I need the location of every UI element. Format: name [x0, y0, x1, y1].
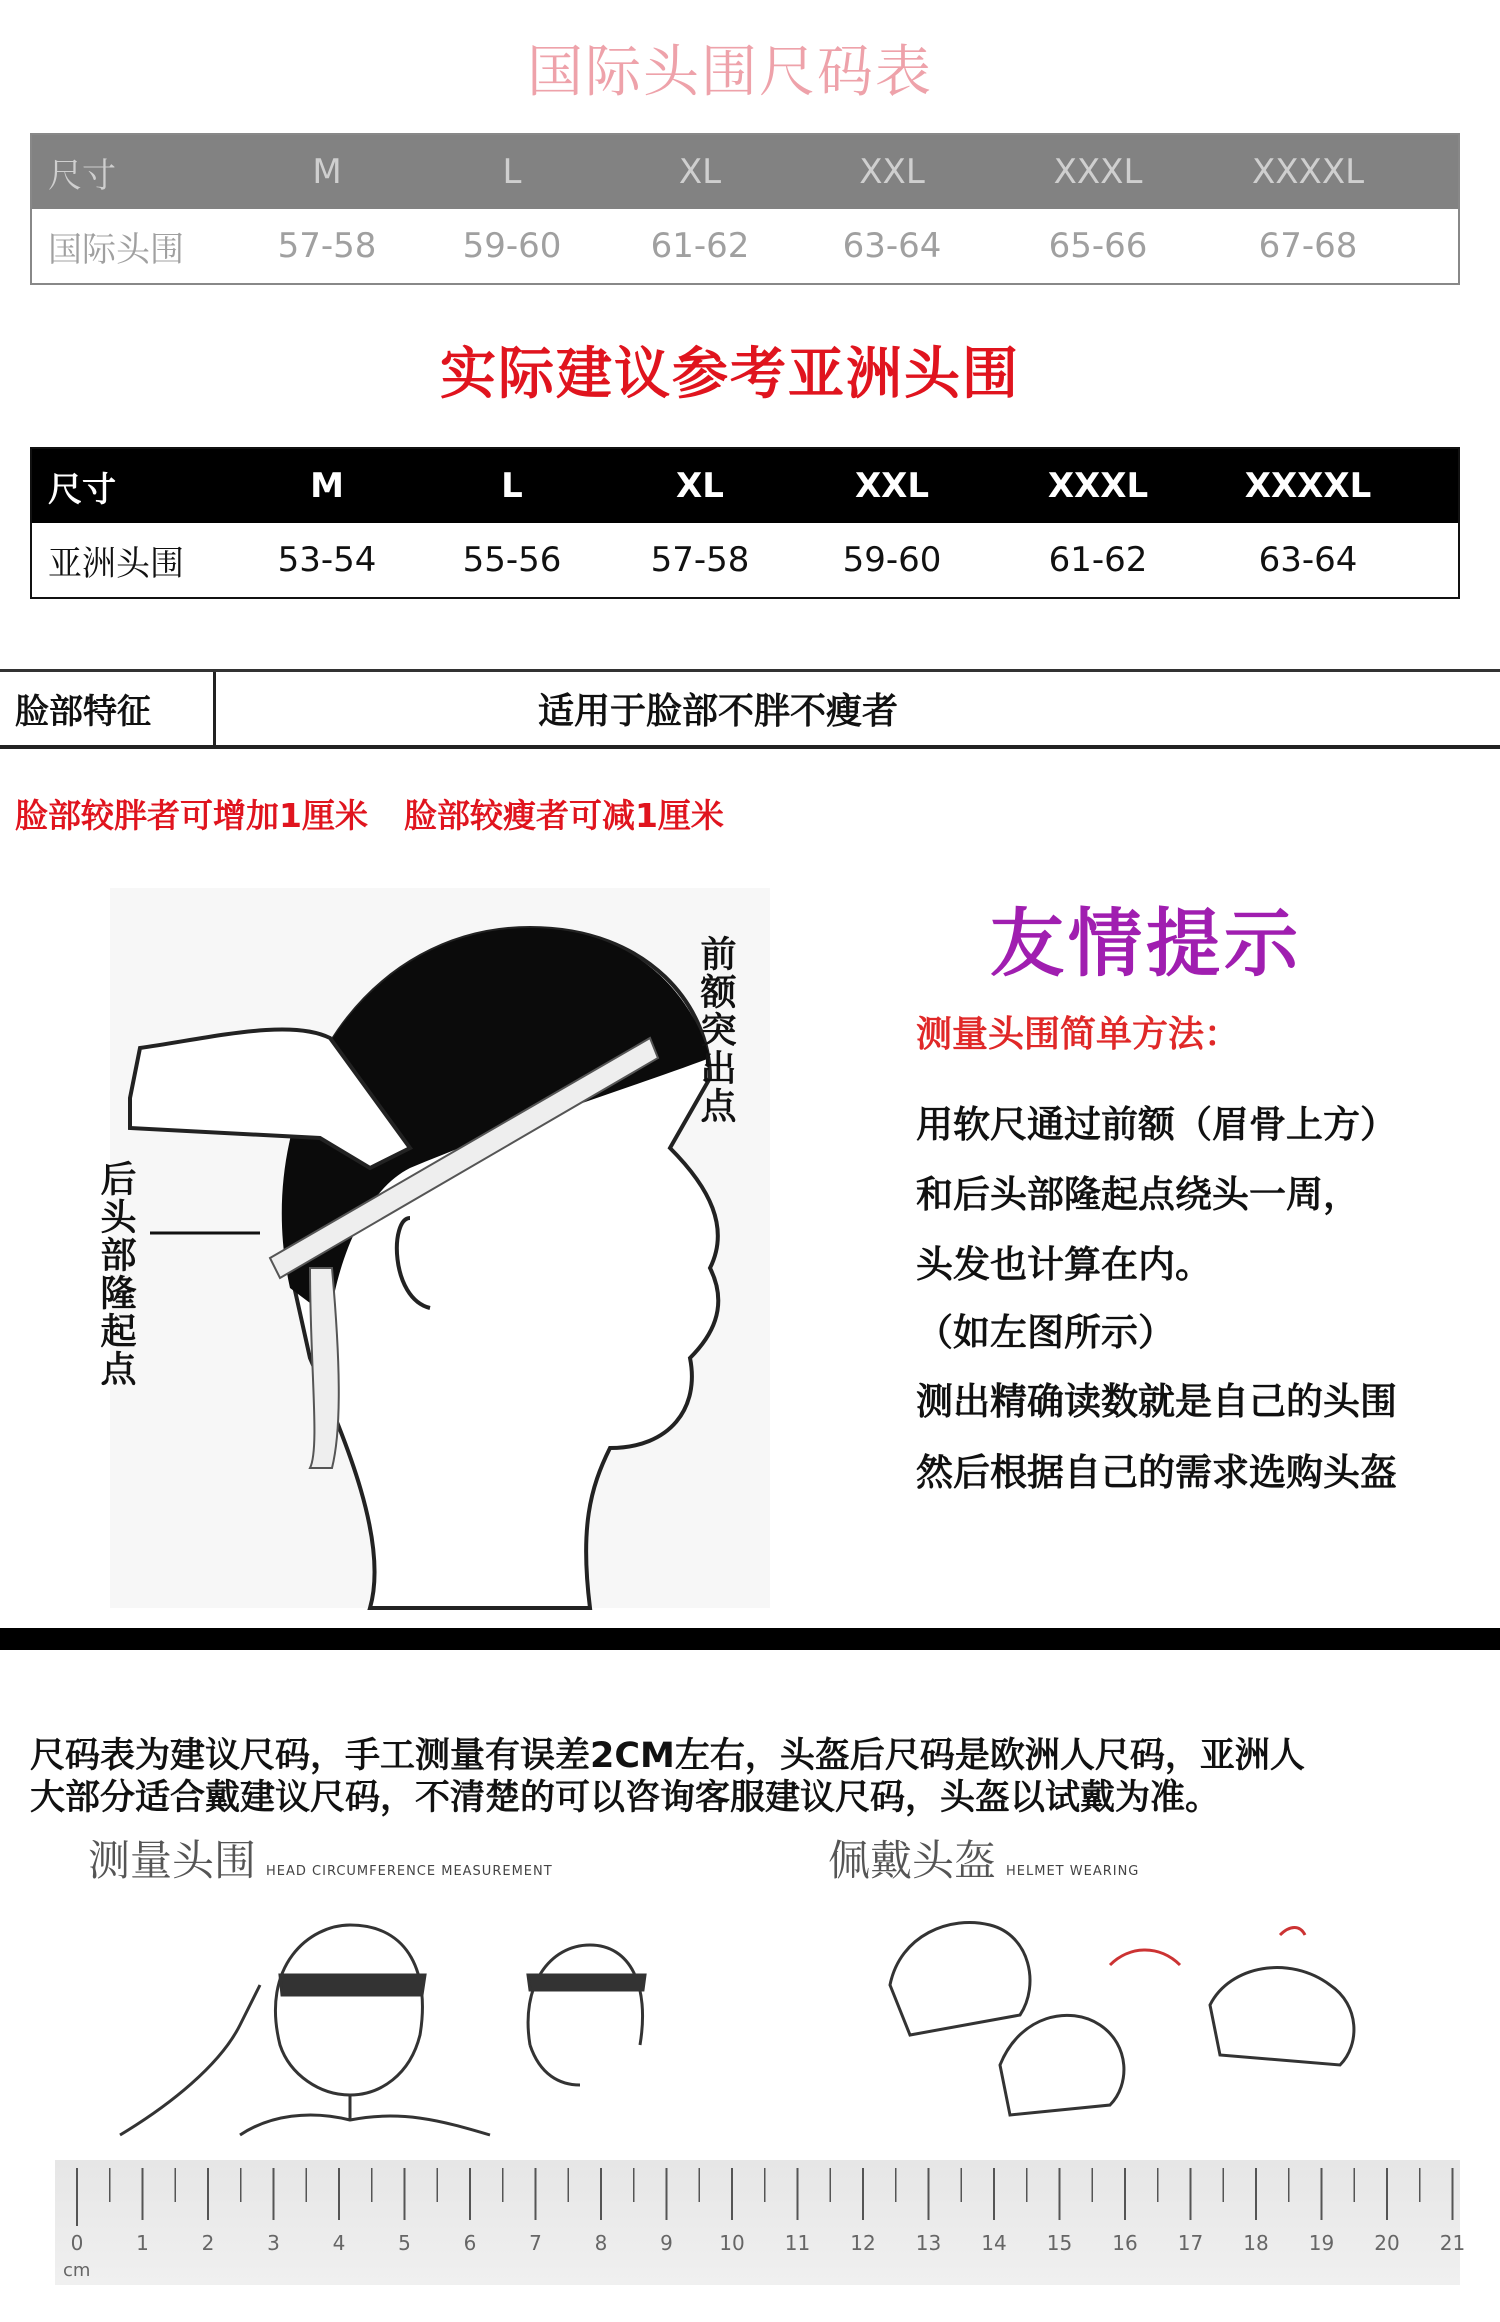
face-adjust-note — [15, 790, 760, 837]
wearing-heading — [828, 1828, 1139, 1888]
column-header: 尺寸 — [48, 469, 116, 510]
head-measurement-illustration — [110, 888, 770, 1608]
measure-subtitle: HEAD CIRCUMFERENCE MEASUREMENT — [266, 1864, 553, 1879]
ruler-unit: cm — [63, 2260, 91, 2281]
wearing-title: 佩戴头盔 — [828, 1836, 997, 1885]
ruler-label: 6 — [463, 2231, 477, 2255]
column-header: M — [312, 152, 342, 192]
ruler-label: 21 — [1439, 2231, 1466, 2255]
tip-line: 然后根据自己的需求选购头盔 — [916, 1451, 1397, 1494]
tape-measure-end — [310, 1268, 339, 1468]
ruler-label: 4 — [332, 2231, 346, 2255]
ruler-ticks — [55, 2160, 1466, 2285]
ruler-label: 13 — [915, 2231, 942, 2255]
measure-heading — [88, 1828, 553, 1888]
table-cell: 亚洲头围 — [48, 543, 184, 584]
table-cell: 67-68 — [1258, 226, 1358, 266]
ruler-label: 5 — [398, 2231, 411, 2255]
tips-title: 友情提示 — [990, 901, 1302, 987]
face-feature-label: 脸部特征 — [15, 692, 151, 732]
ruler — [55, 2160, 1466, 2285]
table-cell: 59-60 — [462, 226, 562, 266]
table-header-row — [32, 449, 1458, 523]
measure-title: 测量头围 — [88, 1836, 257, 1885]
note-thin: 脸部较瘦者可减1厘米 — [403, 796, 724, 835]
ruler-label: 7 — [529, 2231, 542, 2255]
ruler-label: 17 — [1177, 2231, 1204, 2255]
section-divider — [0, 1628, 1500, 1650]
helmet-wearing-icons — [890, 1923, 1354, 2116]
table-cell: 59-60 — [842, 540, 942, 580]
ruler-label: 20 — [1374, 2231, 1400, 2255]
ruler-label: 2 — [201, 2231, 215, 2255]
face-feature-value: 适用于脸部不胖不瘦者 — [537, 691, 898, 732]
table-cell: 57-58 — [277, 226, 377, 266]
column-header: XXXXL — [1251, 152, 1365, 192]
tip-line: 测出精确读数就是自己的头围 — [916, 1380, 1397, 1423]
intl-size-table — [30, 133, 1460, 285]
notice-line: 大部分适合戴建议尺码，不清楚的可以咨询客服建议尺码，头盔以试戴为准。 — [30, 1778, 1221, 1818]
face-feature-row — [0, 669, 1500, 749]
ruler-label: 14 — [981, 2231, 1007, 2255]
table-cell: 53-54 — [277, 540, 377, 580]
column-header: XXXL — [1047, 466, 1149, 506]
column-header: XXL — [854, 466, 930, 506]
size-notice — [30, 1735, 1490, 1819]
tip-line: 用软尺通过前额（眉骨上方） — [916, 1103, 1397, 1146]
column-header: XL — [678, 152, 722, 192]
ruler-label: 18 — [1243, 2231, 1269, 2255]
head-band-icon — [528, 1945, 645, 2085]
ruler-label: 15 — [1046, 2231, 1073, 2255]
table-cell: 61-62 — [1048, 540, 1148, 580]
table-cell: 63-64 — [1258, 540, 1358, 580]
front-forehead-label: 前额突出点 — [695, 935, 736, 1125]
ruler-label: 11 — [784, 2231, 811, 2255]
person-measuring-icon — [120, 1925, 490, 2135]
ruler-label: 16 — [1112, 2231, 1138, 2255]
ruler-label: 10 — [719, 2231, 745, 2255]
wearing-subtitle: HELMET WEARING — [1006, 1864, 1140, 1879]
column-header: M — [310, 466, 344, 506]
intl-size-title: 国际头围尺码表 — [527, 40, 933, 105]
column-header: XL — [676, 466, 724, 506]
tip-line: 头发也计算在内。 — [916, 1243, 1212, 1286]
column-header: L — [502, 152, 522, 192]
measure-and-wear-illustrations — [110, 1905, 1460, 2135]
ruler-label: 0 — [70, 2231, 84, 2255]
ruler-label: 9 — [660, 2231, 673, 2255]
note-fat: 脸部较胖者可增加1厘米 — [15, 796, 368, 835]
table-cell: 65-66 — [1048, 226, 1148, 266]
table-cell: 63-64 — [842, 226, 942, 266]
table-header-row — [32, 135, 1458, 209]
tips-subtitle: 测量头围简单方法： — [916, 1014, 1241, 1055]
notice-line: 尺码表为建议尺码，手工测量有误差2CM左右，头盔后尺码是欧洲人尺码，亚洲人 — [30, 1736, 1305, 1776]
table-row — [32, 523, 1458, 597]
ruler-label: 8 — [594, 2231, 608, 2255]
ruler-label: 12 — [850, 2231, 876, 2255]
tip-line: （如左图所示） — [916, 1311, 1175, 1354]
back-head-label: 后头部隆起点 — [95, 1160, 136, 1388]
tip-line: 和后头部隆起点绕头一周， — [916, 1173, 1360, 1216]
ruler-label: 19 — [1308, 2231, 1335, 2255]
table-cell: 国际头围 — [48, 229, 184, 270]
column-header: XXXL — [1053, 152, 1143, 192]
column-header: XXL — [859, 152, 925, 192]
asia-size-table — [30, 447, 1460, 599]
table-cell: 61-62 — [650, 226, 750, 266]
column-header: L — [501, 466, 523, 506]
asia-size-title: 实际建议参考亚洲头围 — [440, 342, 1020, 407]
ruler-label: 3 — [267, 2231, 280, 2255]
column-header: XXXXL — [1244, 466, 1372, 506]
table-cell: 55-56 — [462, 540, 562, 580]
table-row — [32, 209, 1458, 283]
table-cell: 57-58 — [650, 540, 750, 580]
ruler-label: 1 — [136, 2231, 149, 2255]
column-header: 尺寸 — [48, 155, 116, 196]
